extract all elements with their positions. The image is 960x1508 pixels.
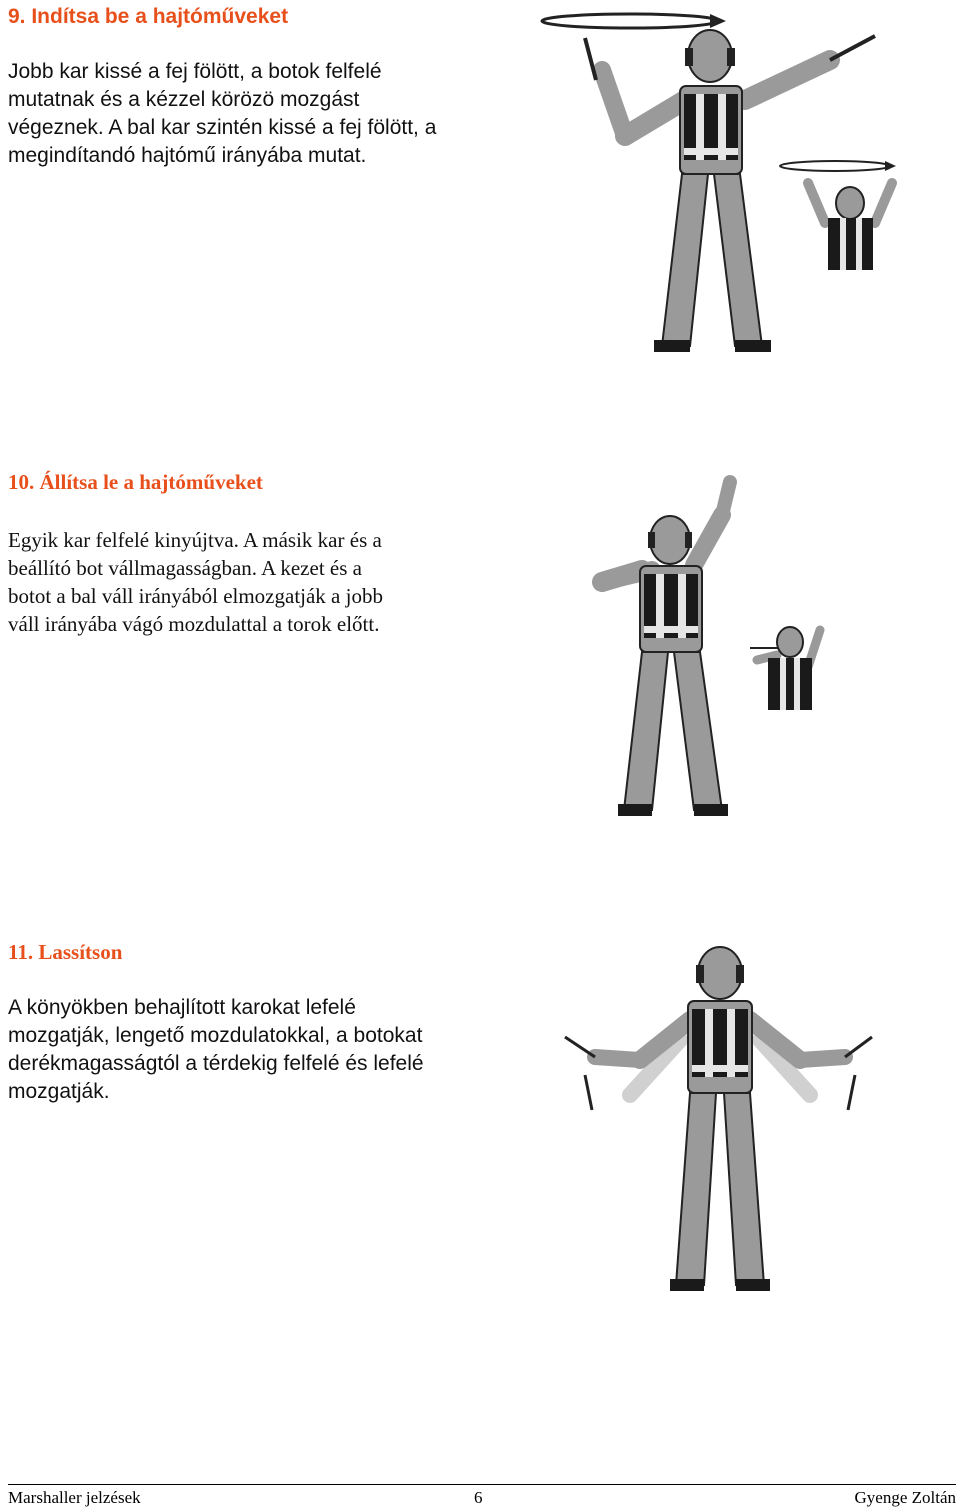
marshaller-inset-figure — [780, 161, 896, 270]
section-10-line: váll irányába vágó mozdulattal a torok előtt. — [8, 612, 380, 636]
section-9-line: Jobb kar kissé a fej fölött, a botok felfelé — [8, 60, 382, 83]
slow-down-illustration — [560, 945, 880, 1305]
section-11-line: A könyökben behajlított karokat lefelé — [8, 996, 356, 1019]
marshaller-figure — [602, 482, 730, 816]
section-10-line: botot a bal váll irányából elmozgatják a jobb — [8, 584, 383, 608]
section-10-text — [8, 526, 383, 638]
section-9-line: végeznek. A bal kar szintén kissé a fej fölött, a — [8, 116, 437, 139]
marshaller-inset-figure — [750, 627, 820, 710]
section-10-line: Egyik kar felfelé kinyújtva. A másik kar és a — [8, 528, 382, 552]
rotation-arrow-icon — [542, 14, 718, 28]
section-9-line: mutatnak és a kézzel körözö mozgást — [8, 88, 360, 111]
start-engines-figure — [530, 8, 910, 358]
footer-author: Gyenge Zoltán — [854, 1488, 956, 1507]
down-arrow-icon — [848, 1075, 855, 1110]
section-11-line: mozgatják, lengető mozdulatokkal, a botokat — [8, 1024, 423, 1047]
slow-down-figure — [560, 945, 880, 1305]
footer-document-title: Marshaller jelzések — [8, 1488, 141, 1507]
section-11-line: derékmagasságtól a térdekig felfelé és lefelé — [8, 1052, 424, 1075]
section-9-text — [8, 58, 436, 170]
section-11-text — [8, 994, 424, 1106]
page-footer — [8, 1484, 956, 1507]
section-10-heading: 10. Állítsa le a hajtóműveket — [8, 470, 263, 494]
section-11-line: mozgatják. — [8, 1080, 110, 1103]
marshaller-figure — [565, 947, 872, 1291]
start-engines-illustration — [530, 8, 910, 358]
arrowhead-icon — [710, 14, 726, 28]
section-9-heading: 9. Indítsa be a hajtóműveket — [8, 5, 289, 28]
down-arrow-icon — [585, 1075, 592, 1110]
section-11-heading: 11. Lassítson — [8, 940, 123, 964]
footer-page-number: 6 — [474, 1488, 483, 1507]
section-10-line: beállító bot vállmagasságban. A kezet és a — [8, 556, 362, 580]
section-9-line: megindítandó hajtómű irányába mutat. — [8, 144, 367, 167]
stop-engines-figure — [582, 470, 852, 840]
marshaller-figure — [585, 30, 875, 352]
stop-engines-illustration — [582, 470, 852, 840]
